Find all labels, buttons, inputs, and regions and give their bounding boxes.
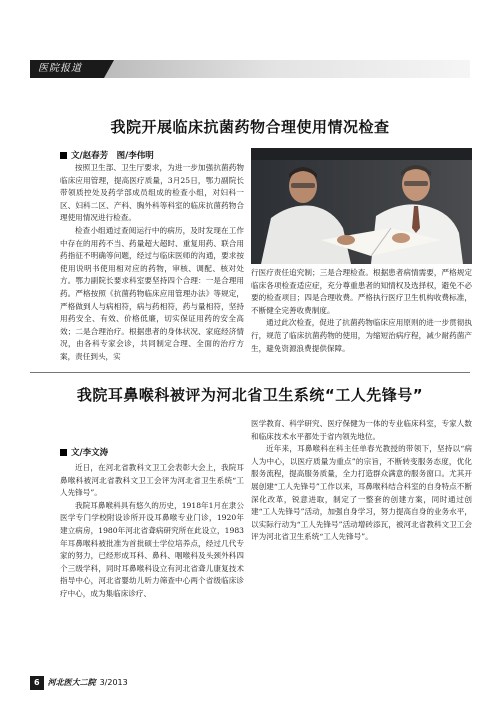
article1-paragraph: 通过此次检查，促进了抗菌药物临床应用原则的进一步贯彻执行，规范了临床抗菌药物的使用，为缩短治病疗程，减少耐药菌产生，避免资源浪费提供保障。 — [251, 318, 472, 353]
article1-column-right — [251, 267, 472, 355]
article2-byline-text: 文/李文涛 — [71, 448, 109, 458]
article-divider — [30, 372, 470, 373]
article1-paragraph: 检查小组通过查阅运行中的病历，及时发现在工作中存在的用药不当、药量超大超时、重复用药、联合用药指征不明确等问题，经过与临床医师的沟通，要求按使用说明书使用相对应的药物，审核、调配、核对处方。鄂力副院长要求科室要坚持四个合理：一是合理用药。严格按照《抗菌药物临床应用管理办法》等规定，严格做到人与病相符，病与药相符，药与量相符，坚持用药安全、有效、价格低廉，切实保证用药的安全高效；二是合理治疗。根据患者的身体状况、家庭经济情况，由各科专家会诊，共同制定合理、全面的治疗方案，责任到头，实 — [60, 225, 244, 361]
page-footer — [30, 676, 128, 690]
article2-paragraph: 近年来，耳鼻喉科在科主任单春光教授的带领下，坚持以“病人为中心，以医疗质量为重点”的宗旨，不断转变服务态度，优化服务流程，提高服务质量，全力打造群众满意的服务窗口。尤其开展创建“工人先锋号”工作以来，耳鼻喉科结合科室的自身特点不断深化改革，锐意进取，制定了一整套的创建方案，同时通过创建“工人先锋号”活动，加强自身学习，努力提高自身的业务水平，以实际行动为“工人先锋号”活动增砖添瓦，被河北省教科文卫工会评为河北省卫生系统“工人先锋号”。 — [251, 444, 472, 542]
article1-paragraph: 按照卫生部、卫生厅要求，为进一步加强抗菌药物临床应用管理，提高医疗质量，3月25日，鄂力副院长带领质控处及药学部成员组成的检查小组，对妇科一区、妇科二区、产科、胸外科等科室的临床抗菌药物合理使用情况进行检查。 — [60, 163, 244, 223]
article2-column-right — [251, 418, 472, 544]
issue-number: 3/2013 — [99, 678, 128, 687]
magazine-name: 河北医大二院 — [47, 678, 96, 687]
article2-paragraph: 医学教育、科学研究、医疗保健为一体的专业临床科室，专家人数和临床技术水平都处于省内领先地位。 — [251, 419, 472, 441]
byline-square-icon — [60, 152, 67, 159]
article1-byline-text: 文/赵春芳 图/李伟明 — [71, 151, 154, 161]
article2-column-left — [60, 462, 244, 601]
article2-paragraph: 我院耳鼻喉科具有悠久的历史，1918年1月在隶公医学专门学校附设诊所开设耳鼻喉专业门诊，1920年建立病房，1980年河北省聋病研究所在此设立，1983年耳鼻喉科被批准为首批硕士学位培养点，经过几代专家的努力，已经形成耳科、鼻科、咽喉科及头颈外科四个三级学科，同时耳鼻喉科设立有河北省聋儿康复技术指导中心，河北省婴幼儿听力筛查中心两个省级临床诊疗中心，成为集临床诊疗、 — [60, 500, 244, 598]
article1-byline — [60, 149, 154, 161]
article2-byline — [60, 446, 108, 458]
article2-title: 我院耳鼻喉科被评为河北省卫生系统“工人先锋号” — [76, 386, 424, 404]
page-number: 6 — [30, 676, 44, 690]
doctors-reviewing-document-image — [251, 148, 472, 264]
article1-title: 我院开展临床抗菌药物合理使用情况检查 — [110, 118, 390, 136]
section-label: 医院报道 — [30, 60, 104, 78]
article1-column-left — [60, 162, 244, 364]
article2-paragraph: 近日，在河北省教科文卫工会表彰大会上，我院耳鼻喉科被河北省教科文卫工会评为河北省卫生系统“工人先锋号”。 — [60, 463, 244, 498]
article1-paragraph: 行医疗责任追究制；三是合理检查。根据患者病情需要，严格规定临床各项检查适应症，充分尊重患者的知情权及选择权，避免不必要的检查项目；四是合理收费。严格执行医疗卫生机构收费标准，不断健全完善收费制度。 — [251, 268, 472, 315]
byline-square-icon — [60, 449, 67, 456]
article1-photo — [251, 148, 472, 264]
